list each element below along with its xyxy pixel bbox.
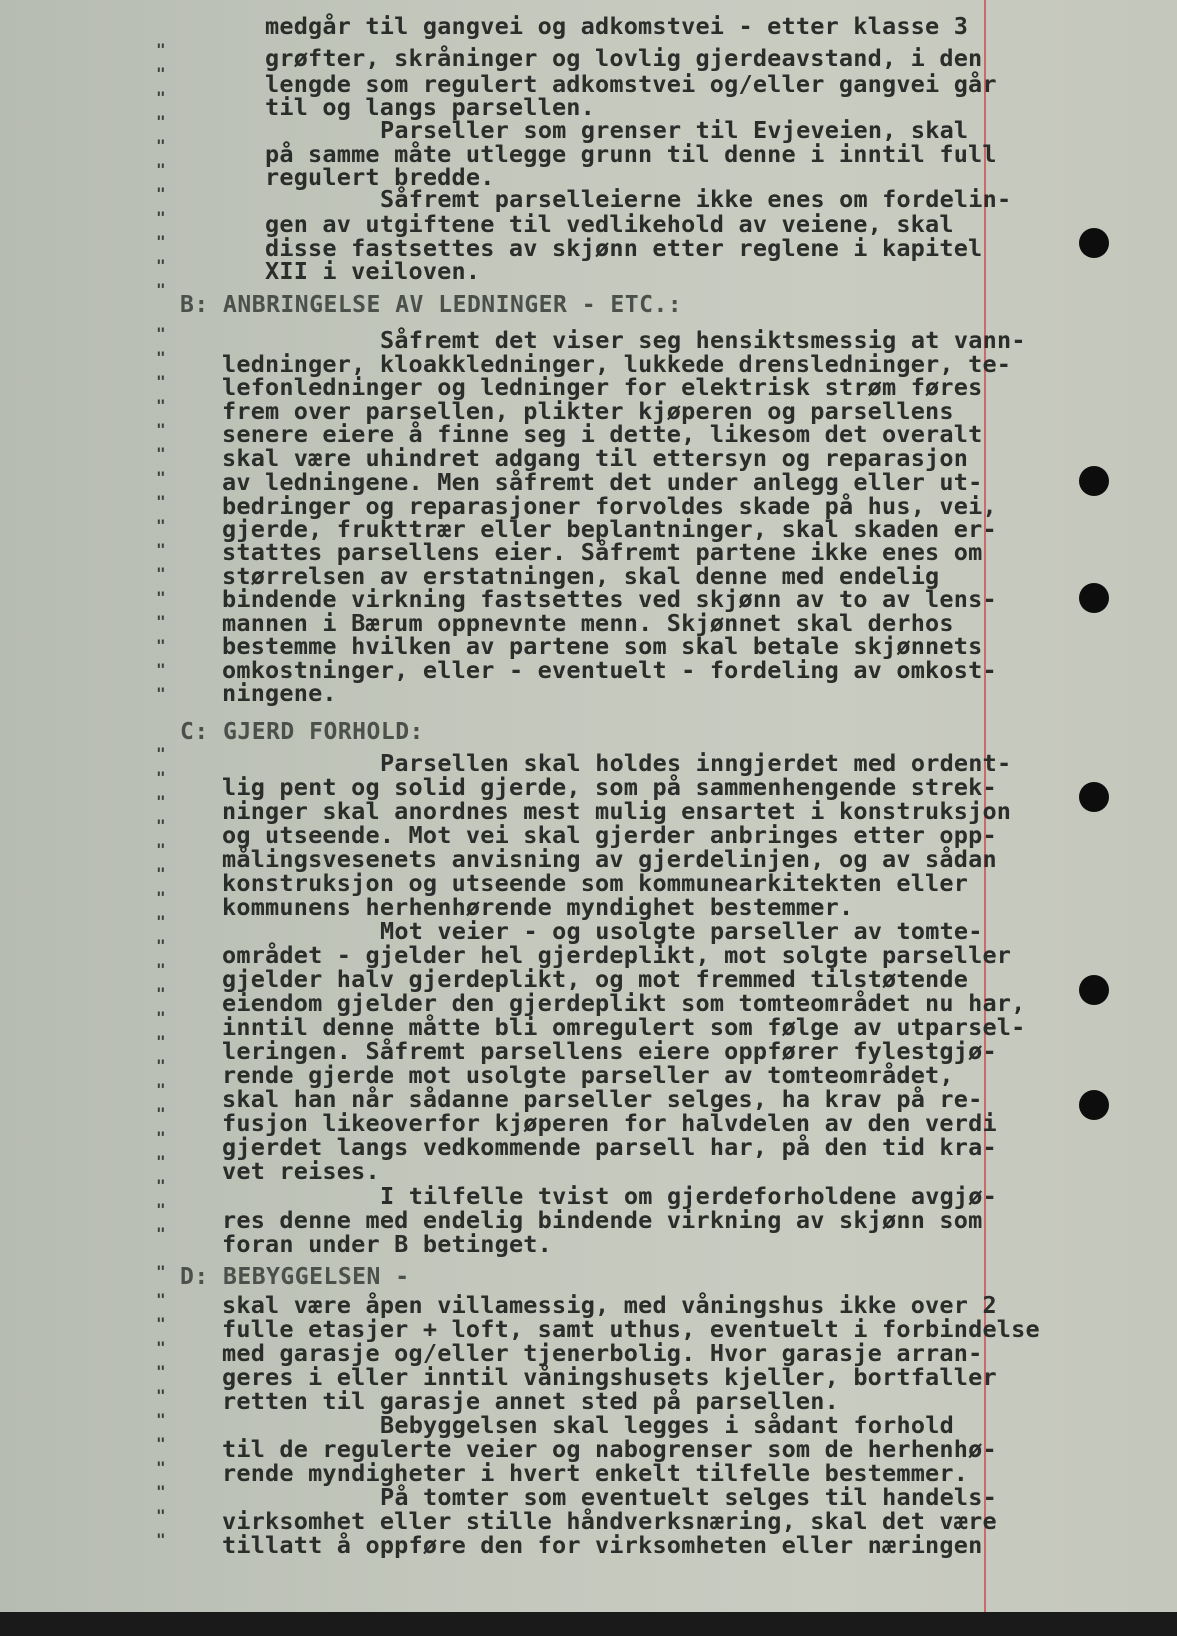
text-line: skal han når sådanne parseller selges, ha krav på re- [222, 1085, 983, 1113]
ditto-mark: " [156, 516, 166, 535]
text-line: tillatt å oppføre den for virksomheten eller næringen [222, 1531, 983, 1559]
ditto-mark: " [156, 324, 166, 343]
text-line: virksomhet eller stille håndverksnæring, skal det være [222, 1507, 997, 1535]
text-line: omkostninger, eller - eventuelt - fordeling av omkost- [222, 656, 997, 684]
punch-hole-icon [1079, 1090, 1109, 1120]
text-line: fusjon likeoverfor kjøperen for halvdelen av den verdi [222, 1109, 997, 1137]
text-line: på samme måte utlegge grunn til denne i inntil full [265, 140, 997, 168]
text-line: Såfremt parselleierne ikke enes om fordelin- [380, 185, 1012, 213]
ditto-mark: " [156, 1362, 166, 1381]
text-line: størrelsen av erstatningen, skal denne med endelig [222, 562, 940, 590]
ditto-mark: " [156, 612, 166, 631]
ditto-mark: " [156, 1434, 166, 1453]
text-line: inntil denne måtte bli omregulert som følge av utparsel- [222, 1013, 1026, 1041]
text-line: På tomter som eventuelt selges til handels- [380, 1483, 997, 1511]
ditto-mark: " [156, 864, 166, 883]
section-heading-c: C: GJERD FORHOLD: [180, 719, 424, 745]
ditto-mark: " [156, 1032, 166, 1051]
ditto-mark: " [156, 348, 166, 367]
text-line: Parsellen skal holdes inngjerdet med ordent- [380, 749, 1012, 777]
text-line: og utseende. Mot vei skal gjerder anbringes etter opp- [222, 821, 997, 849]
ditto-mark: " [156, 888, 166, 907]
text-line: bestemme hvilken av partene som skal betale skjønnets [222, 632, 983, 660]
ditto-mark: " [156, 136, 166, 155]
punch-hole-icon [1079, 466, 1109, 496]
text-line: ningene. [222, 679, 337, 707]
ditto-mark: " [156, 1056, 166, 1075]
ditto-mark: " [156, 768, 166, 787]
ditto-mark: " [156, 88, 166, 107]
text-line: gjelder halv gjerdeplikt, og mot fremmed tilstøtende [222, 965, 969, 993]
text-line: regulert bredde. [265, 163, 495, 191]
text-line: vet reises. [222, 1157, 380, 1185]
ditto-mark: " [156, 1152, 166, 1171]
text-line: rende gjerde mot usolgte parseller av tomteområdet, [222, 1061, 954, 1089]
ditto-mark: " [156, 1314, 166, 1333]
text-line: konstruksjon og utseende som kommunearkitekten eller [222, 869, 969, 897]
ditto-mark: " [156, 564, 166, 583]
text-line: rende myndigheter i hvert enkelt tilfelle bestemmer. [222, 1459, 969, 1487]
text-line: Parseller som grenser til Evjeveien, skal [380, 116, 969, 144]
ditto-mark: " [156, 840, 166, 859]
ditto-mark: " [156, 396, 166, 415]
ditto-mark: " [156, 1530, 166, 1549]
text-line: målingsvesenets anvisning av gjerdelinjen, og av sådan [222, 845, 997, 873]
text-line: av ledningene. Men såfremt det under anlegg eller ut- [222, 468, 983, 496]
text-line: retten til garasje annet sted på parsellen. [222, 1387, 839, 1415]
ditto-mark: " [156, 1482, 166, 1501]
ditto-mark: " [156, 960, 166, 979]
ditto-mark: " [156, 1224, 166, 1243]
text-line: lefonledninger og ledninger for elektrisk strøm føres [222, 373, 983, 401]
ditto-mark: " [156, 444, 166, 463]
ditto-mark: " [156, 372, 166, 391]
ditto-mark: " [156, 1386, 166, 1405]
ditto-mark: " [156, 1338, 166, 1357]
ditto-mark: " [156, 420, 166, 439]
ditto-mark: " [156, 1262, 166, 1281]
text-line: bedringer og reparasjoner forvoldes skade på hus, vei, [222, 492, 997, 520]
text-line: lengde som regulert adkomstvei og/eller gangvei går [265, 70, 997, 98]
text-line: Mot veier - og usolgte parseller av tomte- [380, 917, 983, 945]
section-heading-d: D: BEBYGGELSEN - [180, 1264, 410, 1290]
ditto-mark: " [156, 912, 166, 931]
ditto-mark: " [156, 1410, 166, 1429]
ditto-mark: " [156, 256, 166, 275]
text-line: gjerdet langs vedkommende parsell har, på den tid kra- [222, 1133, 997, 1161]
punch-hole-icon [1079, 583, 1109, 613]
ditto-mark: " [156, 160, 166, 179]
text-line: res denne med endelig bindende virkning av skjønn som [222, 1206, 983, 1234]
text-line: Bebyggelsen skal legges i sådant forhold [380, 1411, 954, 1439]
ditto-mark: " [156, 660, 166, 679]
ditto-mark: " [156, 1200, 166, 1219]
ditto-mark: " [156, 280, 166, 299]
text-line: stattes parsellens eier. Såfremt partene ikke enes om [222, 538, 983, 566]
scan-border [0, 1612, 1177, 1636]
text-line: grøfter, skråninger og lovlig gjerdeavstand, i den [265, 44, 983, 72]
ditto-mark: " [156, 588, 166, 607]
ditto-mark: " [156, 492, 166, 511]
text-line: leringen. Såfremt parsellens eiere oppfører fylestgjø- [222, 1037, 997, 1065]
text-line: til og langs parsellen. [265, 93, 596, 121]
text-line: gen av utgiftene til vedlikehold av veiene, skal [265, 210, 954, 238]
punch-hole-icon [1079, 782, 1109, 812]
text-line: med garasje og/eller tjenerbolig. Hvor garasje arran- [222, 1339, 983, 1367]
text-line: senere eiere å finne seg i dette, likesom det overalt [222, 420, 983, 448]
text-line: fulle etasjer + loft, samt uthus, eventuelt i forbindelse [222, 1315, 1040, 1343]
text-line: området - gjelder hel gjerdeplikt, mot solgte parseller [222, 941, 1012, 969]
text-line: bindende virkning fastsettes ved skjønn av to av lens- [222, 585, 997, 613]
ditto-mark: " [156, 64, 166, 83]
ditto-mark: " [156, 1008, 166, 1027]
text-line: mannen i Bærum oppnevnte menn. Skjønnet skal derhos [222, 609, 954, 637]
ditto-mark: " [156, 1290, 166, 1309]
ditto-mark: " [156, 1458, 166, 1477]
text-line: kommunens herhenhørende myndighet bestemmer. [222, 893, 854, 921]
ditto-mark: " [156, 184, 166, 203]
section-heading-b: B: ANBRINGELSE AV LEDNINGER - ETC.: [180, 292, 683, 318]
ditto-mark: " [156, 744, 166, 763]
ditto-mark: " [156, 1128, 166, 1147]
ditto-mark: " [156, 816, 166, 835]
text-line: gjerde, frukttrær eller beplantninger, skal skaden er- [222, 515, 997, 543]
ditto-mark: " [156, 208, 166, 227]
text-line: medgår til gangvei og adkomstvei - etter klasse 3 [265, 12, 969, 40]
ditto-mark: " [156, 1506, 166, 1525]
ditto-mark: " [156, 40, 166, 59]
text-line: I tilfelle tvist om gjerdeforholdene avgjø- [380, 1182, 997, 1210]
ditto-mark: " [156, 636, 166, 655]
ditto-mark: " [156, 984, 166, 1003]
ditto-mark: " [156, 112, 166, 131]
text-line: Såfremt det viser seg hensiktsmessig at vann- [380, 326, 1026, 354]
text-line: eiendom gjelder den gjerdeplikt som tomteområdet nu har, [222, 989, 1026, 1017]
ditto-mark: " [156, 540, 166, 559]
ditto-mark: " [156, 468, 166, 487]
text-line: til de regulerte veier og nabogrenser som de herhenhø- [222, 1435, 997, 1463]
text-line: foran under B betinget. [222, 1230, 553, 1258]
text-line: frem over parsellen, plikter kjøperen og parsellens [222, 397, 954, 425]
ditto-mark: " [156, 936, 166, 955]
text-line: skal være åpen villamessig, med våningshus ikke over 2 [222, 1291, 997, 1319]
ditto-mark: " [156, 684, 166, 703]
text-line: ledninger, kloakkledninger, lukkede drensledninger, te- [222, 350, 1012, 378]
ditto-mark: " [156, 792, 166, 811]
ditto-mark: " [156, 232, 166, 251]
text-line: XII i veiloven. [265, 257, 481, 285]
ditto-mark: " [156, 1176, 166, 1195]
ditto-mark: " [156, 1080, 166, 1099]
ditto-mark: " [156, 1104, 166, 1123]
text-line: lig pent og solid gjerde, som på sammenhengende strek- [222, 773, 997, 801]
text-line: geres i eller inntil våningshusets kjeller, bortfaller [222, 1363, 997, 1391]
text-line: ninger skal anordnes mest mulig ensartet i konstruksjon [222, 797, 1012, 825]
text-line: skal være uhindret adgang til ettersyn og reparasjon [222, 444, 969, 472]
punch-hole-icon [1079, 975, 1109, 1005]
text-line: disse fastsettes av skjønn etter reglene i kapitel [265, 234, 983, 262]
punch-hole-icon [1079, 228, 1109, 258]
